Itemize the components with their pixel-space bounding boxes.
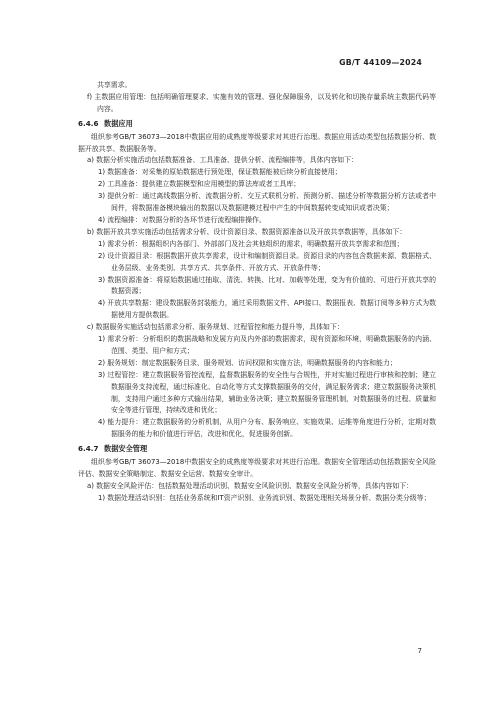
- section-title: 数据应用: [104, 118, 133, 128]
- sub-list-item: 1) 需求分析：根据组织内各部门、外部部门及社会其他组织的需求，明确数据开放共享需求和范围；: [98, 239, 404, 248]
- sub-list-item: 2) 服务规划：制定数据服务目录、服务规划、访问权限和实施方法，明确数据服务的内容和能力；: [98, 358, 397, 367]
- paragraph-continuation: 共享需求。: [97, 81, 132, 89]
- standard-code: GB/T 44109—2024: [339, 58, 422, 67]
- document-body: [78, 80, 436, 505]
- sub-list-item: 2) 工具准备：提供建立数据模型和应用模型的算法库或者工具库；: [98, 180, 301, 189]
- page-number: 7: [417, 647, 422, 655]
- sub-list-item: 1) 需求分析：分析组织的数据战略和发展方向及内外部的数据需求，现有资源和环境，明确数据服务的内涵、范围、类型、用户和方式；: [98, 335, 436, 355]
- section-heading: [78, 443, 436, 455]
- sub-list-item: 4) 流程编排：对数据分析的各环节进行流程编排操作。: [98, 215, 266, 224]
- sub-list-item: 1) 数据准备：对采集的原始数据进行预处理，保证数据能被后续分析直接使用；: [98, 168, 342, 177]
- paragraph: 组织参考GB/T 36073—2018中数据应用的成熟度等级要求对其进行治理。数据应用活动类型包括数据分析、数据开放共享、数据服务等。: [78, 132, 436, 153]
- list-item: a) 数据安全风险评估：包括数据处理活动识别、数据安全风险识别、数据安全风险分析等，具体内容如下：: [87, 481, 414, 490]
- sub-list-item: 3) 过程管控：建立数据服务管控流程，监督数据服务的安全性与合规性，并对实施过程进行审核和控制；建立数据服务支持流程，通过标准化、自动化等方式支撑数据服务的交付，满足服务需求；建立数据服务决策机制，支持用户通过多种方式输出结果，辅助业务决策；建立数据服务管理机制，对数据服务的过程、质量和安全等进行管理，持续改进和优化；: [98, 370, 436, 415]
- list-item: c) 数据服务实施活动包括需求分析、服务规划、过程管控和能力提升等，具体如下：: [87, 323, 344, 332]
- section-heading: [78, 118, 436, 130]
- paragraph: 组织参考GB/T 36073—2018中数据安全的成熟度等级要求对其进行治理。数据安全管理活动包括数据安全风险评估、数据安全策略制定、数据安全运营、数据安全审计。: [78, 458, 436, 478]
- sub-list-item: 1) 数据处理活动识别：包括业务系统和IT资产识别、业务流识别、数据处理相关场景分析、数据分类分级等；: [98, 493, 431, 502]
- sub-list-item: 2) 设计资源目录：根据数据开放共享需求，设计和编制资源目录。资源目录的内容包含数据来源、数据格式、业务层级、业务类别、共享方式、共享条件、开放方式、开放条件等；: [98, 251, 436, 272]
- list-item: b) 数据开放共享实施活动包括需求分析、设计资源目录、数据资源准备以及开放共享数据等，具体如下：: [87, 227, 407, 236]
- section-number: 6.4.7: [78, 444, 99, 454]
- sub-list-item: 3) 数据资源准备：将原始数据通过抽取、清洗、转换、比对、加载等处理，变为有价值的、可进行开放共享的数据资源；: [98, 275, 436, 296]
- section-title: 数据安全管理: [104, 444, 148, 454]
- sub-list-item: 4) 能力提升：建立数据服务的分析机制，从用户分布、服务响应、实施效果、运维等角度进行分析，定期对数据服务的能力和价值进行评估，改进和优化，促进服务创新。: [98, 418, 436, 439]
- list-item: a) 数据分析实施活动包括数据准备、工具准备、提供分析、流程编排等，具体内容如下：: [87, 156, 358, 165]
- section-number: 6.4.6: [78, 118, 99, 128]
- sub-list-item: 3) 提供分析：通过离线数据分析、流数据分析、交互式联机分析、预测分析、描述分析等数据分析方法或者中间件，将数据准备模块输出的数据以及数据建模过程中产生的中间数据转变成知识或者决策；: [98, 192, 436, 213]
- list-item: f) 主数据应用管理：包括明确管理要求、实施有效的管理、强化保障服务，以及转化和切换存量系统主数据代码等内容。: [87, 92, 436, 113]
- sub-list-item: 4) 开放共享数据：建设数据服务封装能力，通过采用数据文件、API接口、数据报表、数据订阅等多种方式为数据使用方提供数据。: [98, 299, 436, 320]
